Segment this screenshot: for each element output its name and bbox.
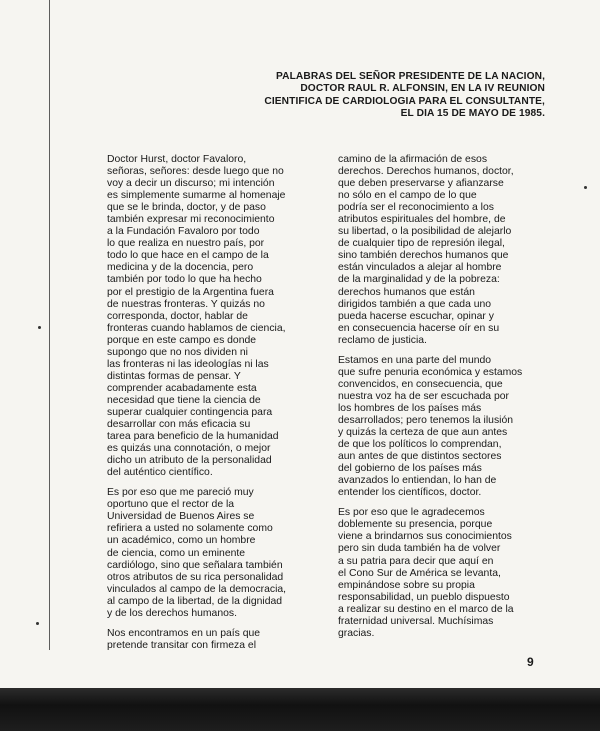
text-line: y quizás la certeza de que aun antes xyxy=(338,427,508,439)
text-line: sino también derechos humanos que xyxy=(338,250,509,262)
text-line: a realizar su destino en el marco de la xyxy=(338,603,514,615)
text-line: cardiólogo, sino que señalara también xyxy=(107,559,283,571)
text-line: medicina y de la docencia, pero xyxy=(107,262,254,274)
margin-rule xyxy=(49,0,50,650)
text-line: un académico, como un hombre xyxy=(107,535,256,547)
paragraph xyxy=(338,507,538,640)
text-line: necesidad que tiene la ciencia de xyxy=(107,394,261,406)
paragraph xyxy=(338,154,538,347)
text-line: distintas formas de pensar. Y xyxy=(107,370,241,382)
text-line: viene a brindarnos sus conocimientos xyxy=(338,531,512,543)
text-line: que se le brinda, doctor, y de paso xyxy=(107,202,266,214)
text-line: derechos. Derechos humanos, doctor, xyxy=(338,166,514,178)
text-line: todo lo que hace en el campo de la xyxy=(107,250,269,262)
text-line: de cualquier tipo de represión ilegal, xyxy=(338,238,505,250)
text-line: de nuestras fronteras. Y quizás no xyxy=(107,298,265,310)
text-line: fronteras cuando hablamos de ciencia, xyxy=(107,322,286,334)
text-line: a su patria para decir que aquí en xyxy=(338,555,494,567)
text-line: oportuno que el rector de la xyxy=(107,499,235,511)
text-line: Es por eso que le agradecemos xyxy=(338,507,485,519)
text-line: y de los derechos humanos. xyxy=(107,607,237,619)
scan-speck xyxy=(584,186,587,189)
title-line: DOCTOR RAUL R. ALFONSIN, EN LA IV REUNION xyxy=(300,83,545,95)
text-line: su libertad, o la posibilidad de alejarlo xyxy=(338,226,512,238)
text-line: comprender acabadamente esta xyxy=(107,382,257,394)
text-line: dicho un atributo de la personalidad xyxy=(107,455,272,467)
text-line: Estamos en una parte del mundo xyxy=(338,354,492,366)
text-line: corresponda, doctor, hablar de xyxy=(107,310,248,322)
text-line: de ciencia, como un eminente xyxy=(107,547,246,559)
text-line: desarrollados; pero tenemos la ilusión xyxy=(338,414,514,426)
text-line: Doctor Hurst, doctor Favaloro, xyxy=(107,154,247,165)
title-line: PALABRAS DEL SEÑOR PRESIDENTE DE LA NACION, xyxy=(275,71,545,82)
text-line: pueda hacerse escuchar, opinar y xyxy=(338,310,494,322)
text-line: que deben preservarse y afianzarse xyxy=(338,178,504,190)
text-line: que sufre penuria económica y estamos xyxy=(338,366,523,378)
text-line: gracias. xyxy=(338,627,375,639)
right-column xyxy=(338,154,538,648)
title-line: CIENTIFICA DE CARDIOLOGIA PARA EL CONSULTANTE, xyxy=(264,95,545,107)
text-line: pero sin duda también ha de volver xyxy=(338,543,501,555)
text-line: doblemente su presencia, porque xyxy=(338,519,493,531)
text-line: también expresar mi reconocimiento xyxy=(107,214,275,226)
text-line: las fronteras ni las ideologías ni las xyxy=(107,358,269,370)
paragraph xyxy=(107,154,312,479)
text-line: nuestra voz ha de ser escuchada por xyxy=(338,390,509,402)
text-line: del gobierno de los países más xyxy=(338,463,482,475)
scan-edge-band xyxy=(0,688,600,731)
text-line: tarea para beneficio de la humanidad xyxy=(107,431,279,443)
text-line: voy a decir un discurso; mi intención xyxy=(107,178,275,190)
text-line: es simplemente sumarme al homenaje xyxy=(107,190,286,202)
text-line: señoras, señores: desde luego que no xyxy=(107,166,284,178)
text-line: atributos espirituales del hombre, de xyxy=(338,214,506,226)
text-line: desarrollar con más eficacia su xyxy=(107,419,251,431)
text-line: entender los científicos, doctor. xyxy=(338,487,482,499)
scan-speck xyxy=(36,622,39,625)
text-line: aun antes de que distintos sectores xyxy=(338,451,502,463)
text-line: lo que realiza en nuestro país, por xyxy=(107,238,265,250)
text-line: están vinculados a alejar al hombre xyxy=(338,262,502,274)
title-line: EL DIA 15 DE MAYO DE 1985. xyxy=(400,107,545,119)
speech-title xyxy=(250,71,545,120)
text-line: también por todo lo que ha hecho xyxy=(107,274,262,286)
text-line: refiriera a usted no solamente como xyxy=(107,523,273,535)
text-line: otros atributos de su rica personalidad xyxy=(107,571,284,583)
text-line: por el prestigio de la Argentina fuera xyxy=(107,286,274,298)
text-line: del auténtico científico. xyxy=(107,467,213,479)
paragraph xyxy=(107,487,312,620)
text-line: fraternidad universal. Muchísimas xyxy=(338,615,494,627)
text-line: derechos humanos que están xyxy=(338,286,475,298)
text-line: reclamo de justicia. xyxy=(338,334,427,346)
paragraph xyxy=(338,355,538,500)
scan-speck xyxy=(38,326,41,329)
text-line: empinándose sobre su propia xyxy=(338,579,475,591)
text-line: el Cono Sur de América se levanta, xyxy=(338,567,501,579)
text-line: los hombres de los países más xyxy=(338,402,482,414)
text-line: dirigidos también a que cada uno xyxy=(338,298,492,310)
text-line: superar cualquier contingencia para xyxy=(107,406,273,418)
page-number: 9 xyxy=(527,655,534,669)
text-line: pretende transitar con firmeza el xyxy=(107,639,257,651)
text-line: en consecuencia hacerse oír en su xyxy=(338,322,500,334)
text-line: a la Fundación Favaloro por todo xyxy=(107,226,260,238)
text-line: Nos encontramos en un país que xyxy=(107,627,261,639)
text-line: es quizás una connotación, o mejor xyxy=(107,443,271,455)
text-line: porque en este campo es donde xyxy=(107,334,257,346)
text-line: camino de la afirmación de esos xyxy=(338,154,488,165)
text-line: supongo que no nos dividen ni xyxy=(107,346,248,358)
text-line: vinculados al campo de la democracia, xyxy=(107,583,287,595)
text-line: responsabilidad, un pueblo dispuesto xyxy=(338,591,510,603)
text-line: Es por eso que me pareció muy xyxy=(107,487,254,499)
text-line: Universidad de Buenos Aires se xyxy=(107,511,255,523)
text-line: de la marginalidad y de la pobreza: xyxy=(338,274,500,286)
left-column xyxy=(107,154,312,660)
text-line: convencidos, en consecuencia, que xyxy=(338,378,503,390)
paragraph xyxy=(107,628,312,652)
text-line: no sólo en el campo de lo que xyxy=(338,190,477,202)
text-line: de que los políticos lo comprendan, xyxy=(338,439,502,451)
text-line: al campo de la libertad, de la dignidad xyxy=(107,595,283,607)
text-line: avanzados lo entiendan, lo han de xyxy=(338,475,497,487)
text-line: podría ser el reconocimiento a los xyxy=(338,202,494,214)
